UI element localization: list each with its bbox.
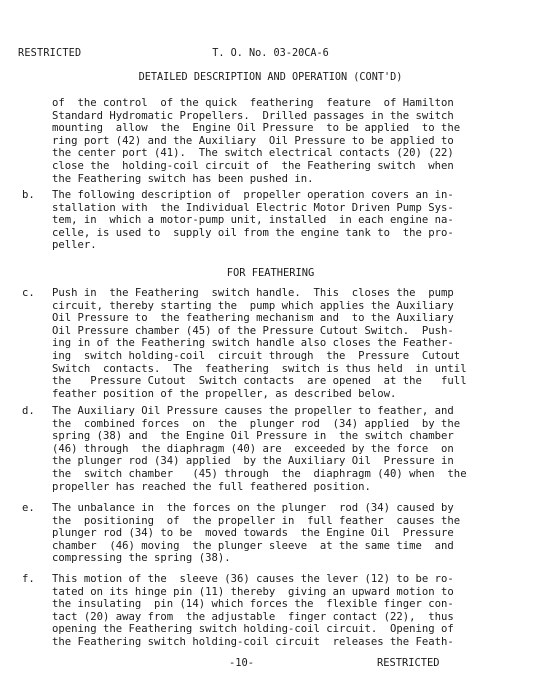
paragraph-letter: c.	[22, 287, 35, 299]
paragraph-text: Push in the Feathering switch handle. This closes the pump circuit, thereby starting the pump which applies the Auxiliary Oil Pressure to the feathering mechanism and to the Auxiliary Oil Pressure chamber (45) of the Pressure Cutout Switch. Push- ing in of the Feathering switch handle also closes the Feather- ing switch holding-coil circuit through the Pressure Cutout Switch contacts. The feathering switch is thus held in until the Pressure Cutout Switch contacts are opened at the full feather position of the propeller, as described below.	[52, 287, 467, 400]
paragraph-letter: b.	[22, 189, 35, 201]
document-number: T. O. No. 03-20CA-6	[212, 48, 329, 59]
paragraph-letter: d.	[22, 405, 35, 417]
restricted-header: RESTRICTED	[18, 48, 82, 59]
for-feathering-heading: FOR FEATHERING	[226, 267, 315, 279]
paragraph-text: The following description of propeller operation covers an in- stallation with the Individual Electric Motor Driven Pump Sys- tem, in which a motor-pump unit, installed in each engine na- celle, is used to supply oil from the engine tank to the pro- peller.	[52, 189, 454, 252]
page-number: -10-	[229, 657, 255, 669]
paragraph-text: This motion of the sleeve (36) causes the lever (12) to be ro- tated on its hinge pin (11) thereby giving an upward motion to the insulating pin (14) which forces the flexible finger con- tact (20) away from the adjustable finger contact (22), thus opening the Feathering switch holding-coil circuit. Opening of the Feathering switch holding-coil circuit releases the Feath-	[52, 573, 454, 648]
continued-paragraph: of the control of the quick feathering feature of Hamilton Standard Hydromatic Propellers. Drilled passages in the switch mounting allow the Engine Oil Pressure to be applied to the ring port (42) and the Auxiliary Oil Pressure to be applied to the center port (41). The switch electrical contacts (20) (22) close the holding-coil circuit of the Feathering switch when the Feathering switch has been pushed in.	[52, 97, 461, 185]
paragraph-letter: f.	[22, 573, 35, 585]
paragraph-letter: e.	[22, 502, 35, 514]
paragraph-text: The Auxiliary Oil Pressure causes the propeller to feather, and the combined forces on the plunger rod (34) applied by the spring (38) and the Engine Oil Pressure in the switch chamber (46) through the diaphragm (40) are exceeded by the force on the plunger rod (34) applied by the Auxiliary Oil Pressure in the switch chamber (45) through the diaphragm (40) when the propeller has reached the full feathered position.	[52, 405, 467, 493]
paragraph-text: The unbalance in the forces on the plunger rod (34) caused by the positioning of the propeller in full feather causes the plunger rod (34) to be moved towards the Engine Oil Pressure chamber (46) moving the plunger sleeve at the same time and compressing the spring (38).	[52, 502, 461, 565]
restricted-footer: RESTRICTED	[377, 657, 440, 669]
section-subheading: DETAILED DESCRIPTION AND OPERATION (CONT'D)	[138, 72, 403, 83]
